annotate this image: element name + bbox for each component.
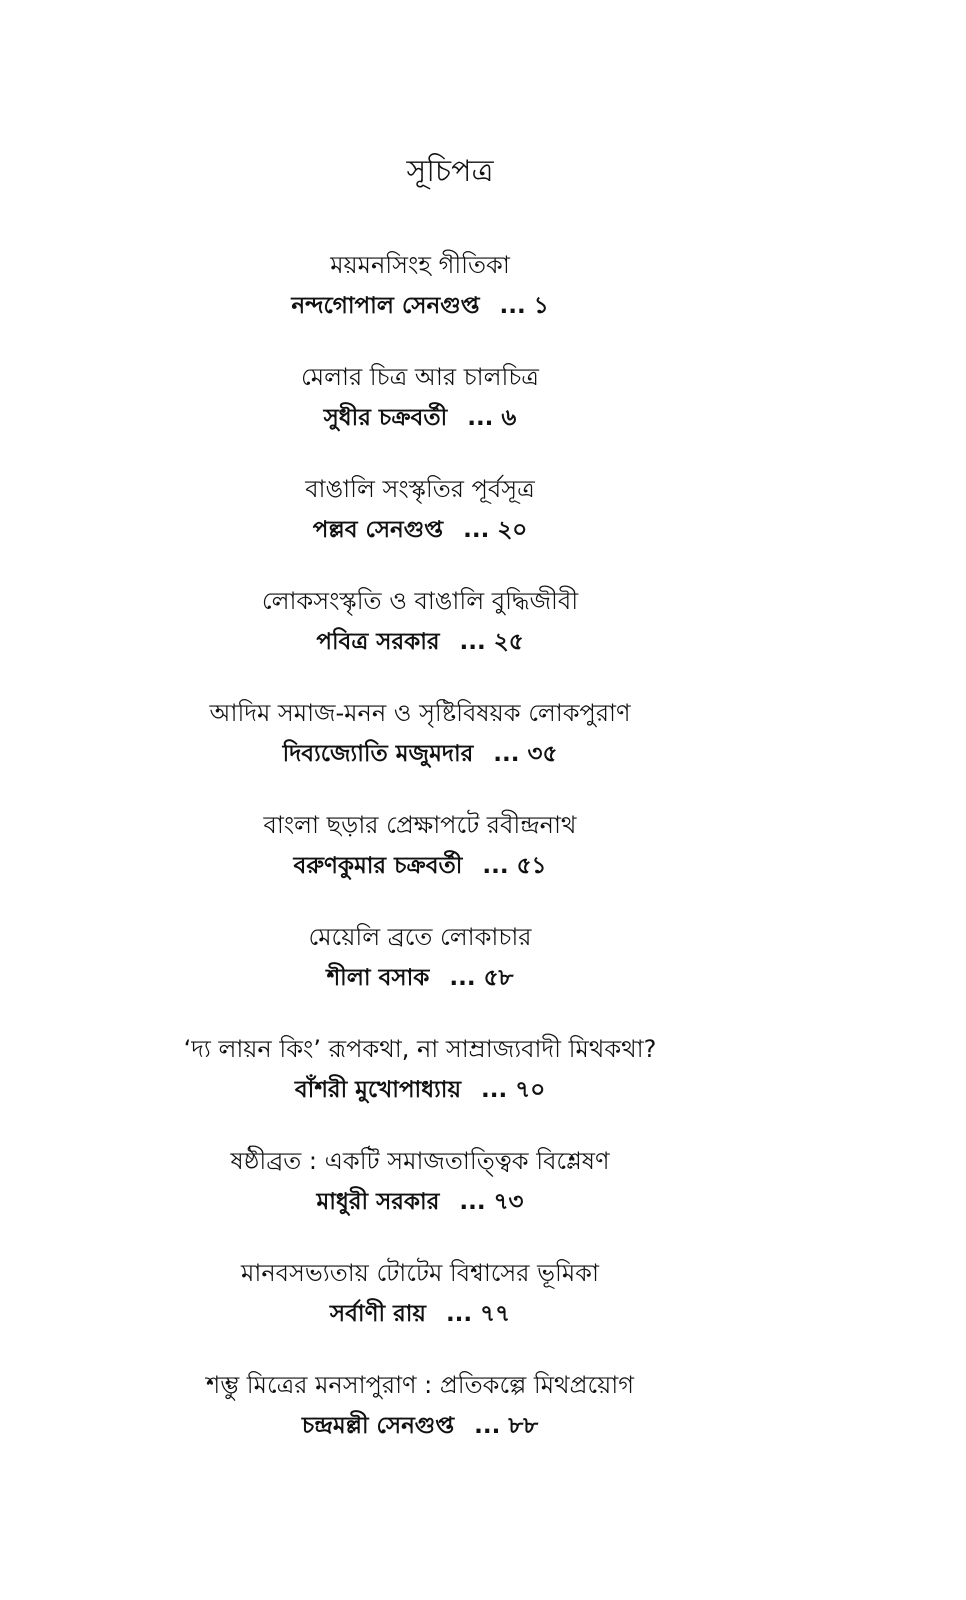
toc-entry: [0, 1365, 840, 1447]
entry-author: নন্দগোপাল সেনগুপ্ত: [291, 293, 480, 319]
entry-page-number: ৩৫: [527, 741, 558, 767]
toc-entry: [0, 1253, 840, 1335]
toc-entry: [0, 917, 840, 999]
entry-leader: ...: [481, 1077, 508, 1103]
entry-leader: ...: [493, 741, 520, 767]
entry-leader: ...: [459, 629, 486, 655]
entry-author: সর্বাণী রায়: [329, 1301, 426, 1327]
entry-author: বরুণকুমার চক্রবর্তী: [293, 853, 463, 879]
entry-page-number: ২৫: [493, 629, 524, 655]
entry-author-line: [0, 397, 840, 439]
entry-author-line: [0, 1069, 840, 1111]
entry-page-number: ৮৮: [508, 1413, 539, 1439]
entry-author-line: [0, 1181, 840, 1223]
entry-page-number: ৭৭: [480, 1301, 511, 1327]
entry-page-number: ৫৮: [483, 965, 514, 991]
entry-author: বাঁশরী মুখোপাধ্যায়: [294, 1077, 462, 1103]
toc-entry: [0, 805, 840, 887]
entry-leader: ...: [482, 853, 509, 879]
entry-author: দিব্যজ্যোতি মজুমদার: [282, 741, 474, 767]
entry-leader: ...: [499, 293, 526, 319]
entry-author-line: [0, 1405, 840, 1447]
entry-title: বাঙালি সংস্কৃতির পূর্বসূত্র: [305, 475, 535, 503]
entry-page-number: ২০: [497, 517, 528, 543]
toc-entry: [0, 357, 840, 439]
entry-title: লোকসংস্কৃতি ও বাঙালি বুদ্ধিজীবী: [261, 587, 579, 615]
toc-entry: [0, 1029, 840, 1111]
toc-entry: [0, 1141, 840, 1223]
entry-author: সুধীর চক্রবর্তী: [323, 405, 448, 431]
entry-title: ‘দ্য লায়ন কিং’ রূপকথা, না সাম্রাজ্যবাদী মিথকথা?: [183, 1035, 657, 1063]
entry-author-line: [0, 621, 840, 663]
entry-author-line: [0, 285, 840, 327]
entry-page-number: ৫১: [516, 853, 547, 879]
toc-entry: [0, 245, 840, 327]
entry-leader: ...: [463, 517, 490, 543]
entry-author: মাধুরী সরকার: [316, 1189, 440, 1215]
toc-entry: [0, 469, 840, 551]
entry-author: শীলা বসাক: [326, 965, 430, 991]
toc-entry: [0, 581, 840, 663]
entry-leader: ...: [459, 1189, 486, 1215]
entry-title: ময়মনসিংহ গীতিকা: [330, 251, 510, 279]
entry-title: মানবসভ্যতায় টোটেম বিশ্বাসের ভূমিকা: [241, 1259, 599, 1287]
entry-leader: ...: [449, 965, 476, 991]
entry-author-line: [0, 509, 840, 551]
entry-title: বাংলা ছড়ার প্রেক্ষাপটে রবীন্দ্রনাথ: [263, 811, 577, 839]
entry-title: মেলার চিত্র আর চালচিত্র: [301, 363, 539, 391]
entry-page-number: ৬: [501, 405, 517, 431]
entry-author-line: [0, 733, 840, 775]
entry-page-number: ৭০: [515, 1077, 546, 1103]
entry-page-number: ৭৩: [493, 1189, 524, 1215]
toc-entry: [0, 693, 840, 775]
entry-title: আদিম সমাজ-মনন ও সৃষ্টিবিষয়ক লোকপুরাণ: [209, 699, 631, 727]
entry-title: মেয়েলি ব্রতে লোকাচার: [308, 923, 532, 951]
entry-author-line: [0, 1293, 840, 1335]
entry-author: পল্লব সেনগুপ্ত: [312, 517, 444, 543]
entry-leader: ...: [445, 1301, 473, 1327]
entry-author: পবিত্র সরকার: [316, 629, 440, 655]
entry-page-number: ১: [533, 293, 549, 319]
contents-heading: সূচিপত্র: [406, 154, 494, 189]
entry-author-line: [0, 957, 840, 999]
entry-leader: ...: [474, 1413, 501, 1439]
entry-author-line: [0, 845, 840, 887]
entry-title: ষষ্ঠীব্রত : একটি সমাজতাত্ত্বিক বিশ্লেষণ: [230, 1147, 610, 1175]
entry-title: শম্ভু মিত্রের মনসাপুরাণ : প্রতিকল্পে মিথপ্রয়োগ: [206, 1371, 634, 1399]
entry-leader: ...: [467, 405, 494, 431]
entry-author: চন্দ্রমল্লী সেনগুপ্ত: [301, 1413, 455, 1439]
